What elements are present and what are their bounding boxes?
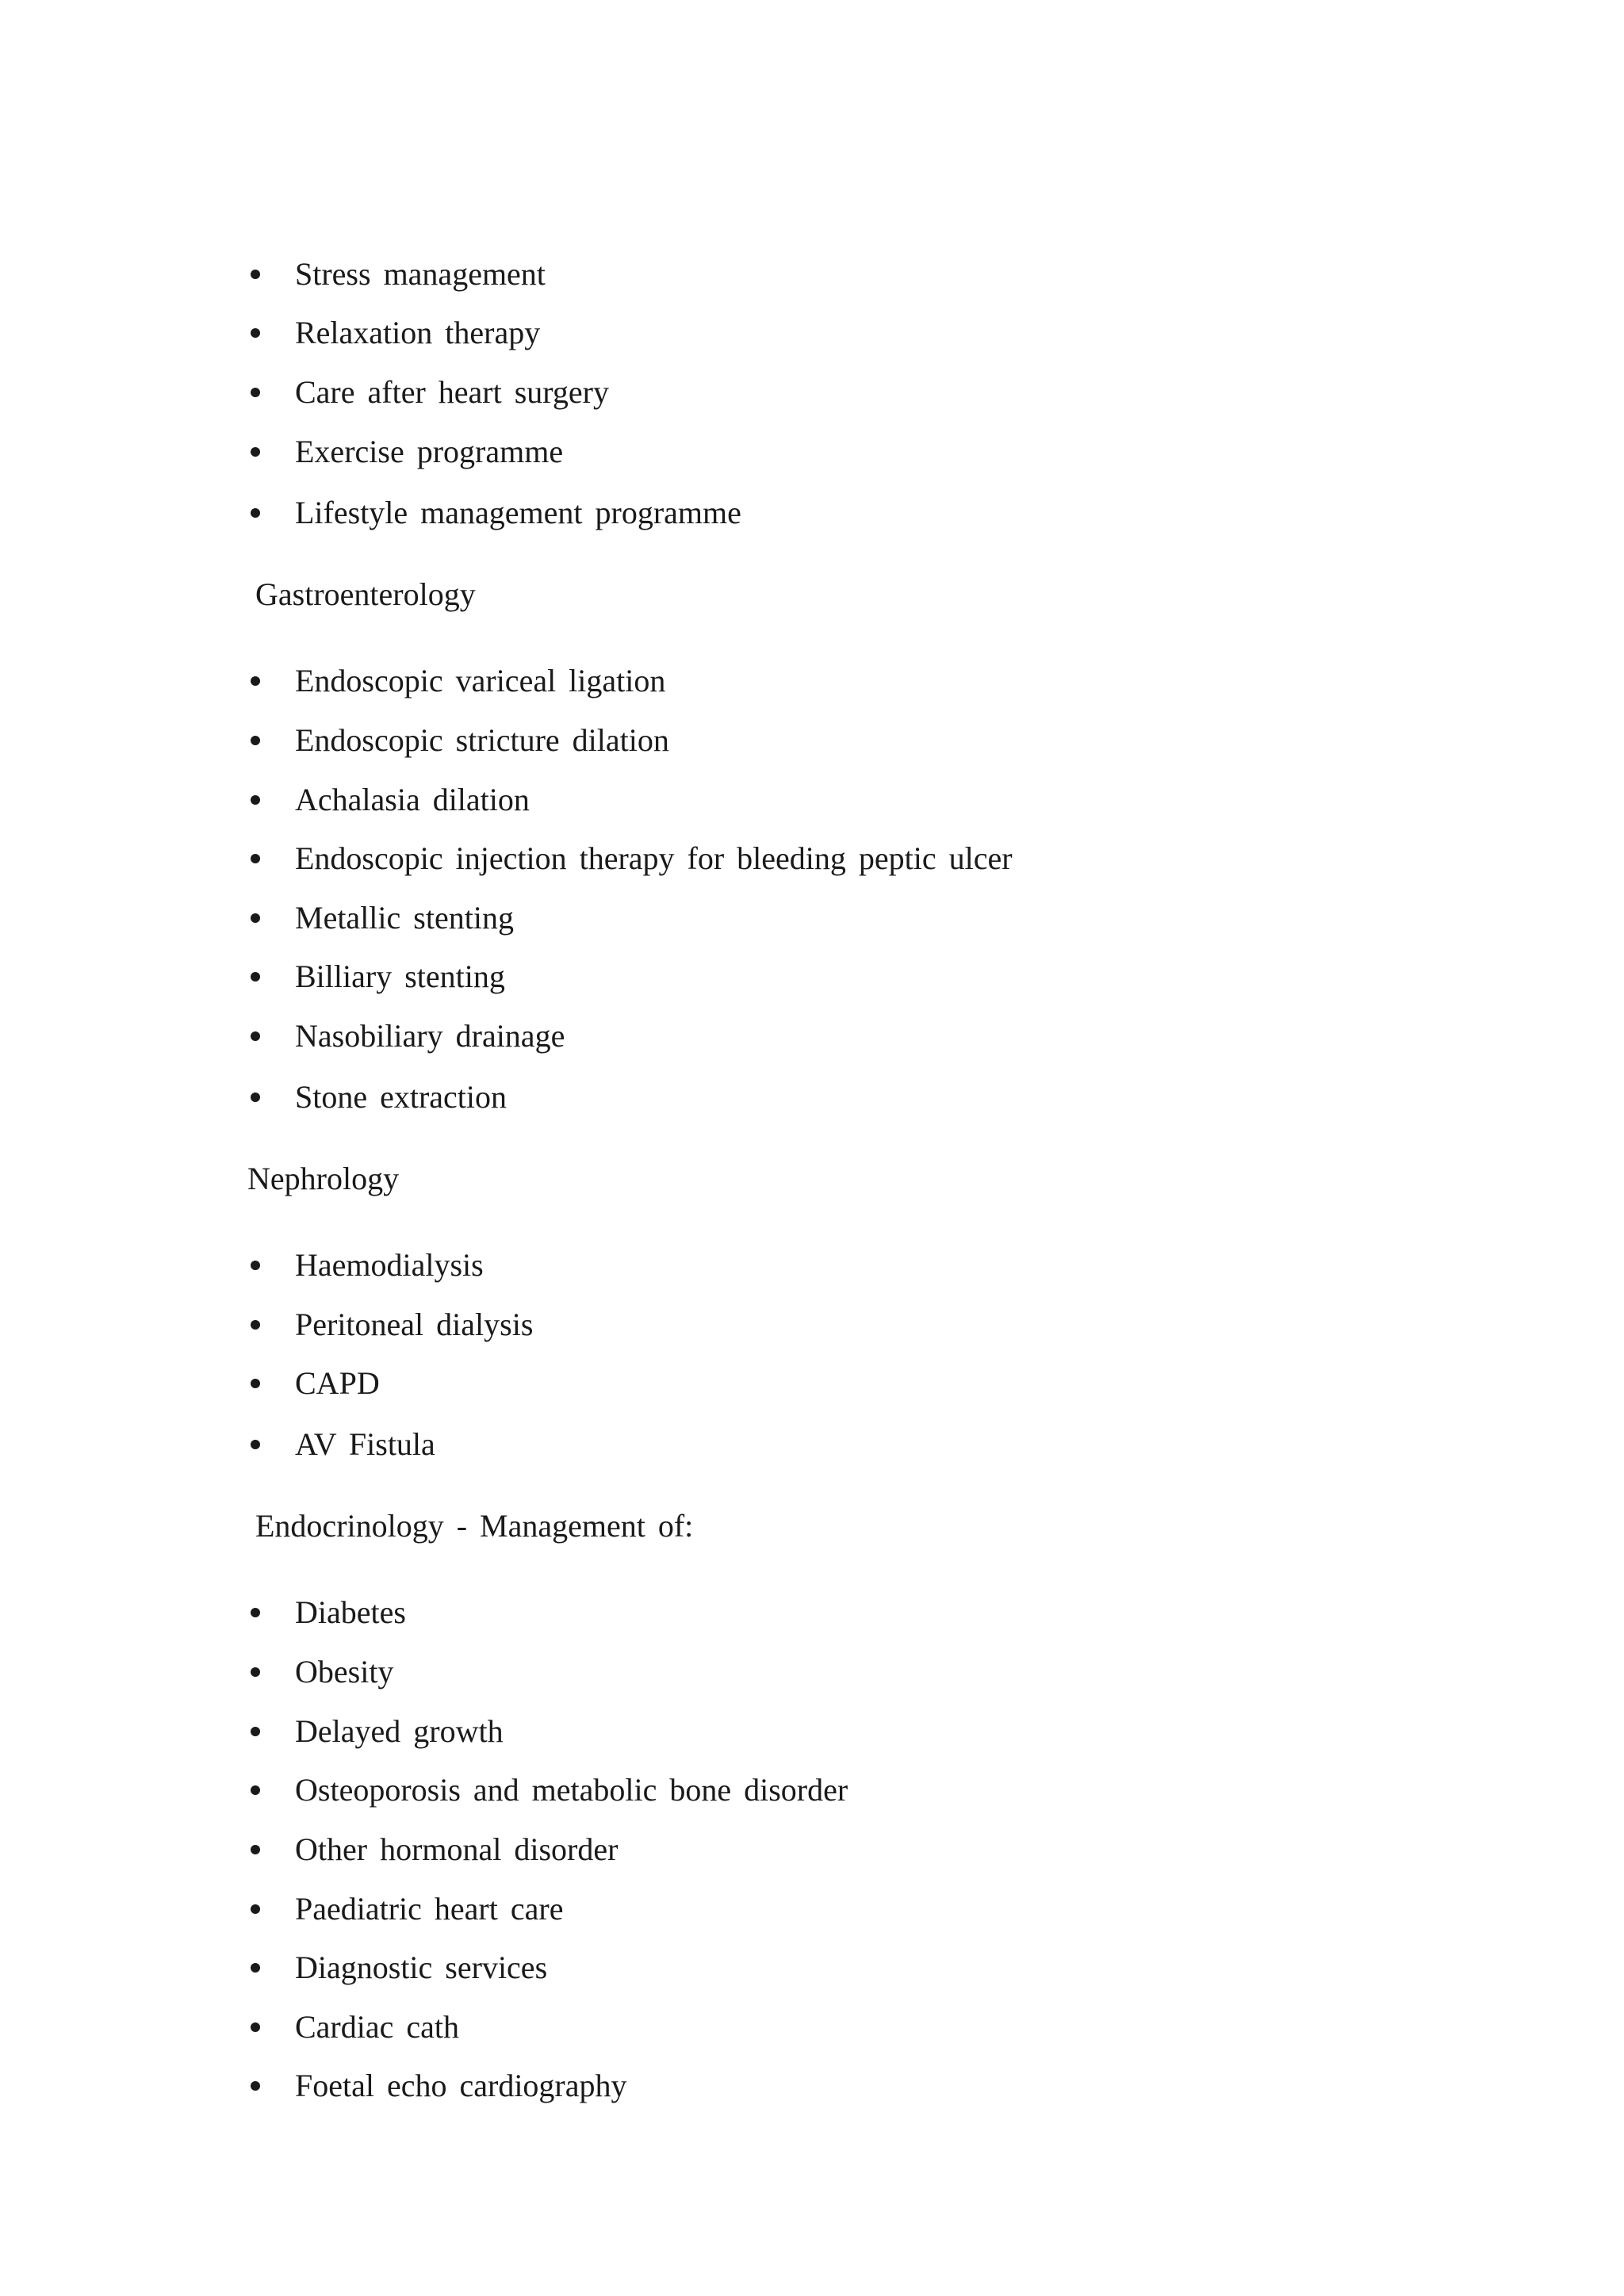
list-item-text: Care after heart surgery — [295, 374, 609, 410]
list-item-text: Billiary stenting — [295, 959, 505, 994]
section-heading-gastroenterology: Gastroenterology — [255, 576, 476, 612]
list-item-text: Stress management — [295, 256, 546, 292]
bullet-icon — [251, 1785, 260, 1795]
list-item-text: Diabetes — [295, 1594, 406, 1630]
bullet-icon — [251, 854, 260, 863]
bullet-icon — [251, 676, 260, 686]
bullet-icon — [251, 1320, 260, 1330]
bullet-icon — [251, 270, 260, 279]
list-item-text: Endoscopic stricture dilation — [295, 722, 669, 758]
section-heading-nephrology: Nephrology — [247, 1161, 400, 1196]
list-item-text: Paediatric heart care — [295, 1891, 564, 1927]
bullet-icon — [251, 1904, 260, 1914]
bullet-icon — [251, 1440, 260, 1449]
section-heading-endocrinology: Endocrinology - Management of: — [255, 1508, 694, 1544]
bullet-icon — [251, 913, 260, 923]
list-item-text: Obesity — [295, 1654, 394, 1689]
list-item-text: Stone extraction — [295, 1079, 508, 1115]
bullet-icon — [251, 1845, 260, 1854]
list-item-text: Peritoneal dialysis — [295, 1307, 534, 1342]
list-item-text: Relaxation therapy — [295, 315, 541, 350]
list-item-text: Exercise programme — [295, 434, 564, 469]
list-item-text: Cardiac cath — [295, 2009, 459, 2045]
list-item-text: AV Fistula — [295, 1426, 435, 1462]
bullet-icon — [251, 1093, 260, 1102]
list-item-text: Endoscopic variceal ligation — [295, 663, 666, 698]
bullet-icon — [251, 1667, 260, 1677]
list-item-text: Diagnostic services — [295, 1950, 548, 1985]
list-item-text: Foetal echo cardiography — [295, 2068, 627, 2103]
bullet-icon — [251, 1031, 260, 1041]
list-item-text: Other hormonal disorder — [295, 1831, 619, 1867]
list-item-text: Lifestyle management programme — [295, 495, 741, 530]
list-item-text: Achalasia dilation — [295, 782, 530, 817]
bullet-icon — [251, 508, 260, 518]
list-item-text: Haemodialysis — [295, 1247, 484, 1283]
bullet-icon — [251, 1261, 260, 1270]
list-item-text: CAPD — [295, 1365, 380, 1401]
bullet-icon — [251, 1727, 260, 1736]
list-item-text: Metallic stenting — [295, 900, 514, 936]
list-item-text: Endoscopic injection therapy for bleeding peptic ulcer — [295, 840, 1013, 876]
bullet-icon — [251, 447, 260, 457]
bullet-icon — [251, 1963, 260, 1973]
list-item-text: Delayed growth — [295, 1713, 504, 1749]
bullet-icon — [251, 2022, 260, 2032]
list-item-text: Osteoporosis and metabolic bone disorder — [295, 1772, 848, 1808]
bullet-icon — [251, 972, 260, 982]
bullet-icon — [251, 1379, 260, 1388]
bullet-icon — [251, 795, 260, 805]
bullet-icon — [251, 328, 260, 338]
bullet-icon — [251, 1608, 260, 1617]
bullet-icon — [251, 388, 260, 397]
bullet-icon — [251, 2081, 260, 2091]
list-item-text: Nasobiliary drainage — [295, 1018, 565, 1054]
bullet-icon — [251, 736, 260, 745]
